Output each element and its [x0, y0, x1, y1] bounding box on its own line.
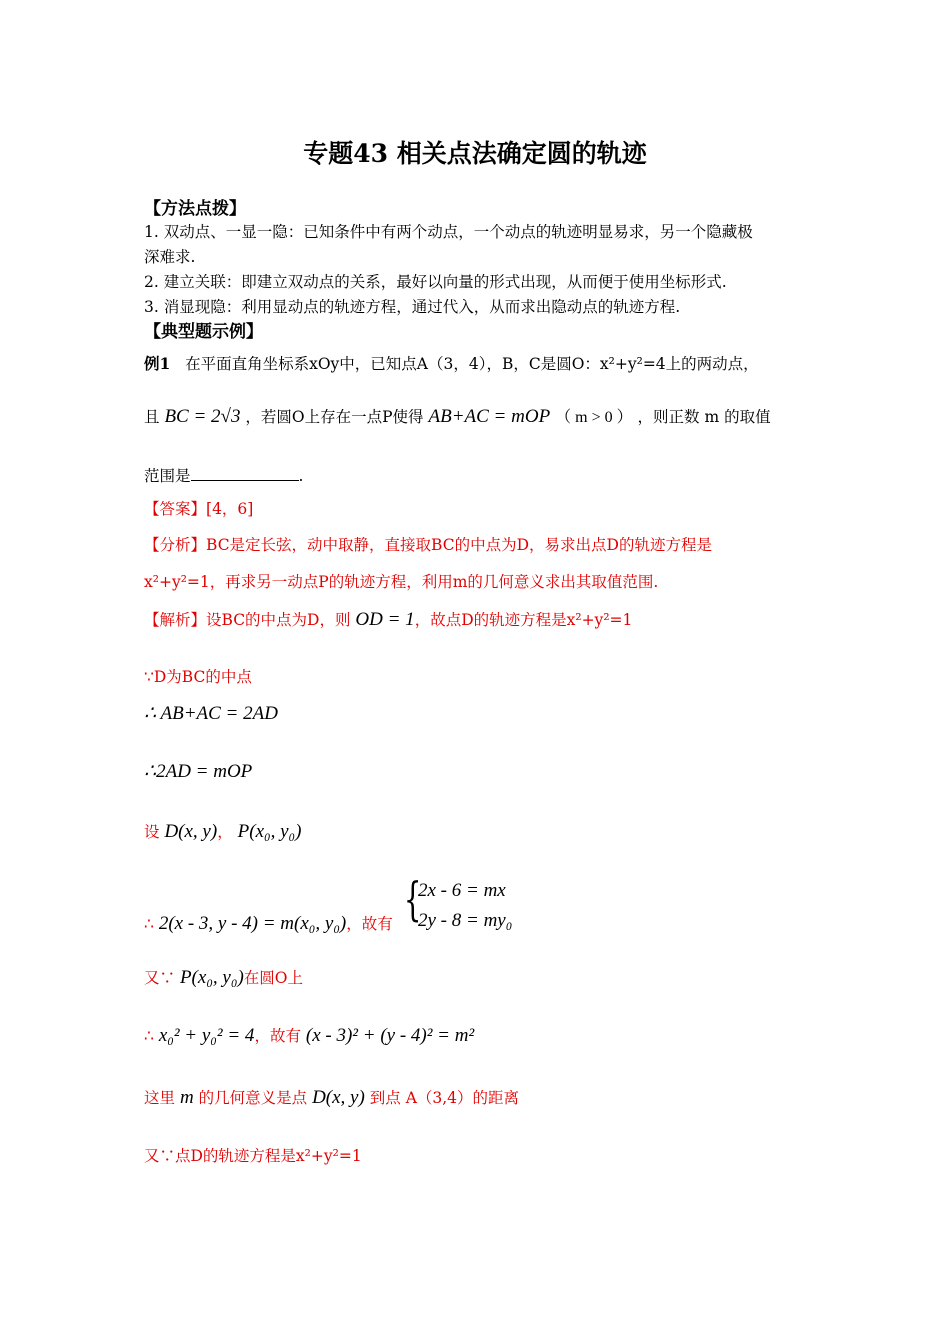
examples-heading: 【典型题示例】 [144, 322, 263, 342]
step-8-post: 到点 A（3,4）的距离 [369, 1089, 520, 1107]
detail-text-1a: 设BC的中点为D，则 [206, 611, 351, 629]
method-item-1-cont: 深难求. [144, 248, 196, 266]
detail-tag: 【解析】 [144, 611, 207, 629]
detail-line-1 [144, 608, 632, 631]
example-line-1 [144, 352, 759, 374]
example-line-3 [144, 464, 303, 486]
answer-tag: 【答案】 [144, 500, 207, 518]
step-7-equation-2: (x - 3)² + (y - 4)² = m² [305, 1025, 475, 1046]
step-7 [144, 1024, 474, 1047]
system-eq-1: 2x - 6 = mx [418, 880, 506, 901]
step-6-pre: 又∵ [144, 969, 176, 987]
step-9: 又∵点D的轨迹方程是x²+y²=1 [144, 1147, 362, 1165]
example-text-2: ，若圆O上存在一点P使得 [245, 408, 424, 426]
step-5-pre: ∴ [144, 915, 154, 933]
step-8-point: D(x, y) [312, 1087, 365, 1108]
step-4 [144, 820, 302, 843]
step-6-point: P(x₀, y₀) [179, 967, 244, 988]
step-8-m: m [179, 1087, 194, 1108]
system-eq-2: 2y - 8 = my₀ [418, 910, 513, 931]
vector-equation: AB+AC = mOP [428, 406, 551, 427]
answer-value: [4，6] [206, 500, 254, 518]
answer-blank [191, 466, 299, 481]
step-3: ∴2AD = mOP [144, 761, 253, 782]
analysis-line-1 [144, 533, 712, 555]
example-text-3: ，则正数 m 的取值 [637, 408, 771, 426]
analysis-text-1: BC是定长弦，动中取静，直接取BC的中点为D，易求出点D的轨迹方程是 [206, 536, 712, 554]
example-line-2 [144, 404, 771, 428]
example-text-end: . [298, 467, 304, 485]
analysis-tag: 【分析】 [144, 536, 207, 554]
method-item-1: 1. 双动点、一显一隐：已知条件中有两个动点，一个动点的轨迹明显易求，另一个隐藏极 [144, 223, 753, 241]
bc-equation: BC = 2√3 [164, 406, 241, 427]
m-condition: （ m > 0 ） [555, 409, 633, 426]
step-4-pre: 设 [144, 823, 160, 841]
step-8-mid: 的几何意义是点 [198, 1089, 308, 1107]
step-7-pre: ∴ [144, 1027, 154, 1045]
step-5-mid: ，故有 [346, 915, 393, 933]
od-equation: OD = 1 [355, 609, 415, 630]
method-heading: 【方法点拨】 [144, 199, 246, 219]
example-text-qie: 且 [144, 408, 160, 426]
point-d: D(x, y) [164, 821, 218, 842]
example-text-1: 在平面直角坐标系xOy中，已知点A（3，4），B，C是圆O：x²+y²=4上的两动点， [185, 355, 759, 373]
detail-text-1b: ，故点D的轨迹方程是x²+y²=1 [414, 611, 633, 629]
system-brace: { [403, 872, 422, 926]
step-6-post: 在圆O上 [243, 969, 304, 987]
analysis-line-2: x²+y²=1，再求另一动点P的轨迹方程，利用m的几何意义求出其取值范围. [144, 573, 659, 591]
step-5-equation: 2(x - 3, y - 4) = m(x₀, y₀) [158, 913, 347, 934]
step-7-mid: ，故有 [254, 1027, 301, 1045]
step-8 [144, 1086, 519, 1109]
example-label: 例1 [144, 354, 171, 373]
step-7-equation: x₀² + y₀² = 4 [158, 1025, 255, 1046]
method-item-3: 3. 消显现隐：利用显动点的轨迹方程，通过代入，从而求出隐动点的轨迹方程. [144, 298, 681, 316]
step-4-sep: ， [217, 823, 233, 841]
step-6 [144, 966, 303, 989]
example-text-range: 范围是 [144, 467, 191, 485]
step-5 [144, 912, 393, 935]
step-8-pre: 这里 [144, 1089, 176, 1107]
page-title: 专题43 相关点法确定圆的轨迹 [303, 139, 647, 168]
step-2: ∴ AB+AC = 2AD [144, 703, 278, 724]
point-p: P(x₀, y₀) [237, 821, 302, 842]
answer-line [144, 497, 253, 519]
step-1: ∵D为BC的中点 [144, 668, 252, 686]
method-item-2: 2. 建立关联：即建立双动点的关系，最好以向量的形式出现，从而便于使用坐标形式. [144, 273, 727, 291]
